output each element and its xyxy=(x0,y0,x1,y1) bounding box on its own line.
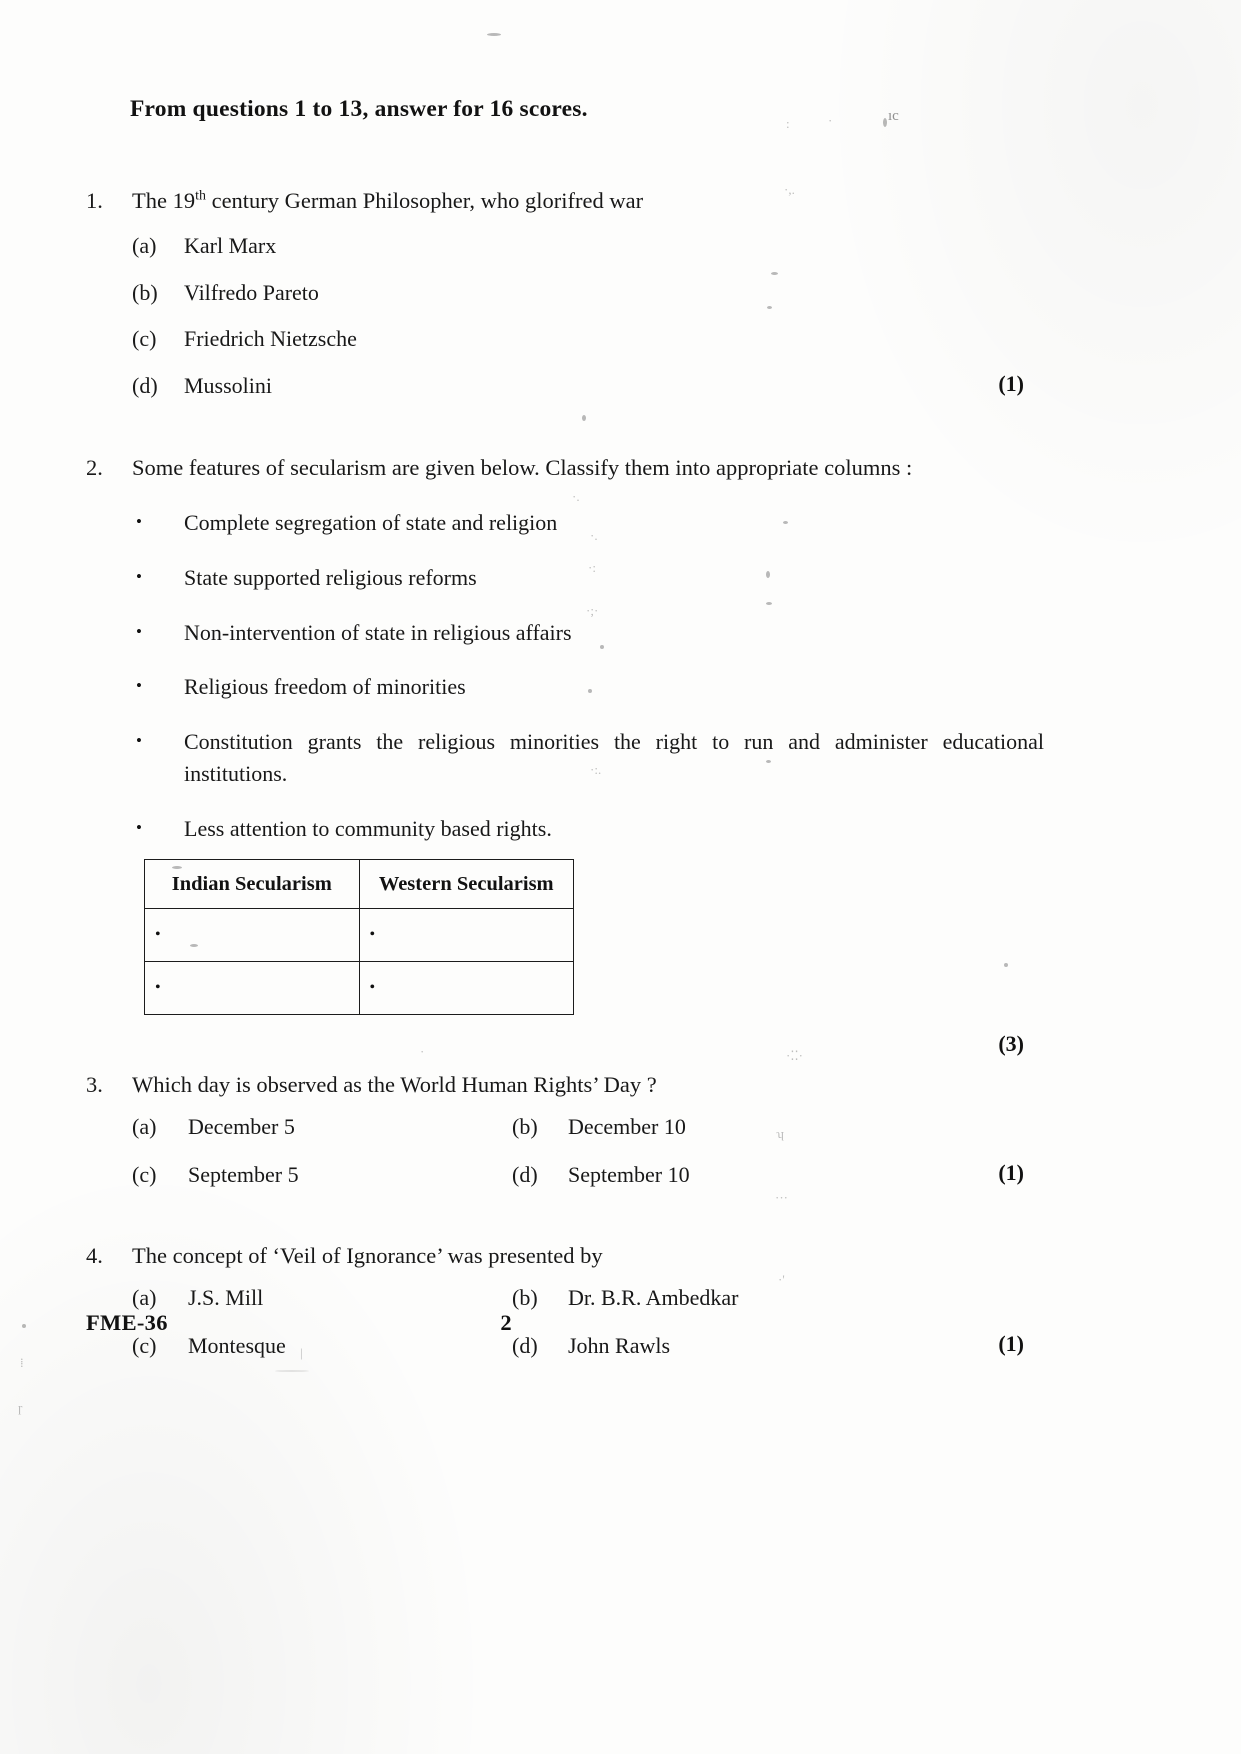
bullet-icon: • xyxy=(155,979,161,997)
option-item[interactable] xyxy=(132,372,1046,401)
question-2 xyxy=(86,452,1046,1059)
list-item xyxy=(132,671,1046,704)
list-item-text: State supported religious reforms xyxy=(184,565,477,591)
scan-edge-mark: ıc xyxy=(888,108,899,124)
question-1-text-part1: The 19 xyxy=(132,188,196,213)
question-3-options xyxy=(132,1114,1046,1188)
scan-smudge: ·. xyxy=(590,528,598,543)
bullet-icon: • xyxy=(136,676,142,696)
option-item[interactable] xyxy=(512,1285,892,1311)
list-item-text: Complete segregation of state and religion xyxy=(184,510,558,536)
scan-smudge: · xyxy=(828,113,833,128)
option-item[interactable] xyxy=(132,325,1046,354)
column-header-western-secularism: Western Secularism xyxy=(359,860,574,909)
scan-speck xyxy=(22,1324,26,1328)
page-number: 2 xyxy=(500,1310,512,1335)
list-item-text: Religious freedom of minorities xyxy=(184,674,466,700)
question-3-number: 3. xyxy=(86,1072,103,1098)
option-label: September 10 xyxy=(568,1162,690,1188)
scan-smudge: ·;· xyxy=(586,603,599,618)
page-footer xyxy=(86,1310,1155,1336)
question-1-text xyxy=(132,185,1046,216)
option-row xyxy=(132,1114,1046,1140)
question-2-mark: (3) xyxy=(998,1031,1024,1057)
scan-smudge: ʮ xyxy=(776,1126,785,1141)
scan-smudge: ·⁚⁚· xyxy=(786,1048,803,1063)
option-label: September 5 xyxy=(188,1162,299,1188)
option-key: (d) xyxy=(512,1162,538,1188)
option-key: (a) xyxy=(132,233,157,259)
option-label: Dr. B.R. Ambedkar xyxy=(568,1285,739,1311)
paper-code: FME-36 xyxy=(86,1310,168,1335)
scan-smudge: ·: xyxy=(588,560,596,575)
option-row xyxy=(132,1162,1046,1188)
answer-cell[interactable] xyxy=(145,909,360,962)
question-1-mark: (1) xyxy=(998,370,1024,396)
scan-smudge: · xyxy=(420,1044,425,1059)
bullet-icon: • xyxy=(136,567,142,587)
question-4-mark: (1) xyxy=(998,1331,1024,1357)
option-item[interactable] xyxy=(132,279,1046,308)
bullet-icon: • xyxy=(155,926,161,944)
question-2-text: Some features of secularism are given below. Classify them into appropriate columns : xyxy=(132,455,913,481)
question-4-text: The concept of ‘Veil of Ignorance’ was presented by xyxy=(132,1243,603,1269)
option-label: Montesque xyxy=(188,1333,286,1359)
table-head xyxy=(145,860,574,909)
question-3 xyxy=(86,1069,1046,1188)
exam-content xyxy=(86,96,1046,1381)
scan-smudge: ·,. xyxy=(784,182,795,197)
answer-cell[interactable] xyxy=(359,962,574,1015)
option-item[interactable] xyxy=(512,1162,892,1188)
bullet-icon: • xyxy=(369,979,376,997)
scan-smudge: | xyxy=(300,1345,303,1360)
scan-smudge: : xyxy=(786,116,790,131)
list-item xyxy=(132,726,1046,791)
option-item[interactable] xyxy=(512,1114,892,1140)
table-header-row xyxy=(145,860,574,909)
question-2-feature-list xyxy=(132,507,1046,845)
question-3-mark: (1) xyxy=(998,1160,1024,1186)
option-key: (d) xyxy=(132,372,158,398)
option-label: Vilfredo Pareto xyxy=(184,279,319,305)
option-item[interactable] xyxy=(132,232,1046,261)
scan-smudge: ·. xyxy=(572,489,580,504)
classification-table-wrapper xyxy=(144,859,1046,1015)
scan-smudge: ⁞ xyxy=(20,1355,24,1370)
question-1-text-part2: century German Philosopher, who glorifred war xyxy=(205,188,644,213)
classification-table xyxy=(144,859,574,1015)
table-body xyxy=(145,909,574,1015)
list-item xyxy=(132,813,1046,846)
option-key: (c) xyxy=(132,326,157,352)
option-key: (c) xyxy=(132,1162,157,1188)
question-1-number: 1. xyxy=(86,188,103,213)
option-label: J.S. Mill xyxy=(188,1285,264,1311)
table-row[interactable] xyxy=(145,962,574,1015)
question-2-stem xyxy=(86,452,1046,483)
column-header-indian-secularism: Indian Secularism xyxy=(145,860,360,909)
option-item[interactable] xyxy=(132,1162,512,1188)
question-2-number: 2. xyxy=(86,455,103,481)
list-item-text: Non-intervention of state in religious affairs xyxy=(184,619,572,645)
option-item[interactable] xyxy=(512,1333,892,1359)
scan-smudge: ··· xyxy=(775,1190,788,1205)
list-item xyxy=(132,507,1046,540)
option-key: (b) xyxy=(512,1285,538,1311)
question-3-text: Which day is observed as the World Human Rights’ Day ? xyxy=(132,1072,657,1098)
question-4-number: 4. xyxy=(86,1243,103,1269)
question-3-stem xyxy=(86,1069,1046,1100)
question-1-stem xyxy=(86,185,1046,216)
option-key: (b) xyxy=(132,279,158,305)
scan-smudge: ·' xyxy=(778,1272,785,1287)
scan-speck xyxy=(487,33,501,36)
table-row[interactable] xyxy=(145,909,574,962)
option-key: (a) xyxy=(132,1285,157,1311)
option-item[interactable] xyxy=(132,1285,512,1311)
answer-cell[interactable] xyxy=(145,962,360,1015)
bullet-icon: • xyxy=(136,817,142,837)
option-item[interactable] xyxy=(132,1114,512,1140)
question-4 xyxy=(86,1240,1046,1359)
option-key: (b) xyxy=(512,1114,538,1140)
option-row xyxy=(132,1285,1046,1311)
option-label: John Rawls xyxy=(568,1333,671,1359)
scan-smudge: ɼ xyxy=(18,1400,23,1415)
bullet-icon: • xyxy=(369,926,376,944)
question-1-options xyxy=(132,232,1046,400)
answer-cell[interactable] xyxy=(359,909,574,962)
bullet-icon: • xyxy=(136,730,142,750)
list-item-text: Less attention to community based rights. xyxy=(184,815,552,841)
option-item[interactable] xyxy=(132,1333,512,1359)
list-item-text: Constitution grants the religious minorities the right to run and administer educational institutions. xyxy=(184,728,1044,787)
option-key: (c) xyxy=(132,1333,157,1359)
option-label: December 10 xyxy=(568,1114,686,1140)
instruction-heading: From questions 1 to 13, answer for 16 scores. xyxy=(130,96,588,122)
option-label: December 5 xyxy=(188,1114,295,1140)
option-key: (d) xyxy=(512,1333,538,1359)
option-label: Mussolini xyxy=(184,372,273,398)
option-label: Karl Marx xyxy=(184,233,277,259)
bullet-icon: • xyxy=(136,512,142,532)
question-1 xyxy=(86,185,1046,400)
option-label: Friedrich Nietzsche xyxy=(184,326,357,352)
scan-smudge: ·:. xyxy=(590,762,602,777)
option-row xyxy=(132,1333,1046,1359)
option-key: (a) xyxy=(132,1114,157,1140)
list-item xyxy=(132,562,1046,595)
question-4-stem xyxy=(86,1240,1046,1271)
bullet-icon: • xyxy=(136,621,142,641)
question-1-ordinal-suffix: th xyxy=(195,188,206,204)
list-item xyxy=(132,617,1046,650)
question-2-mark-row xyxy=(86,1015,1046,1059)
